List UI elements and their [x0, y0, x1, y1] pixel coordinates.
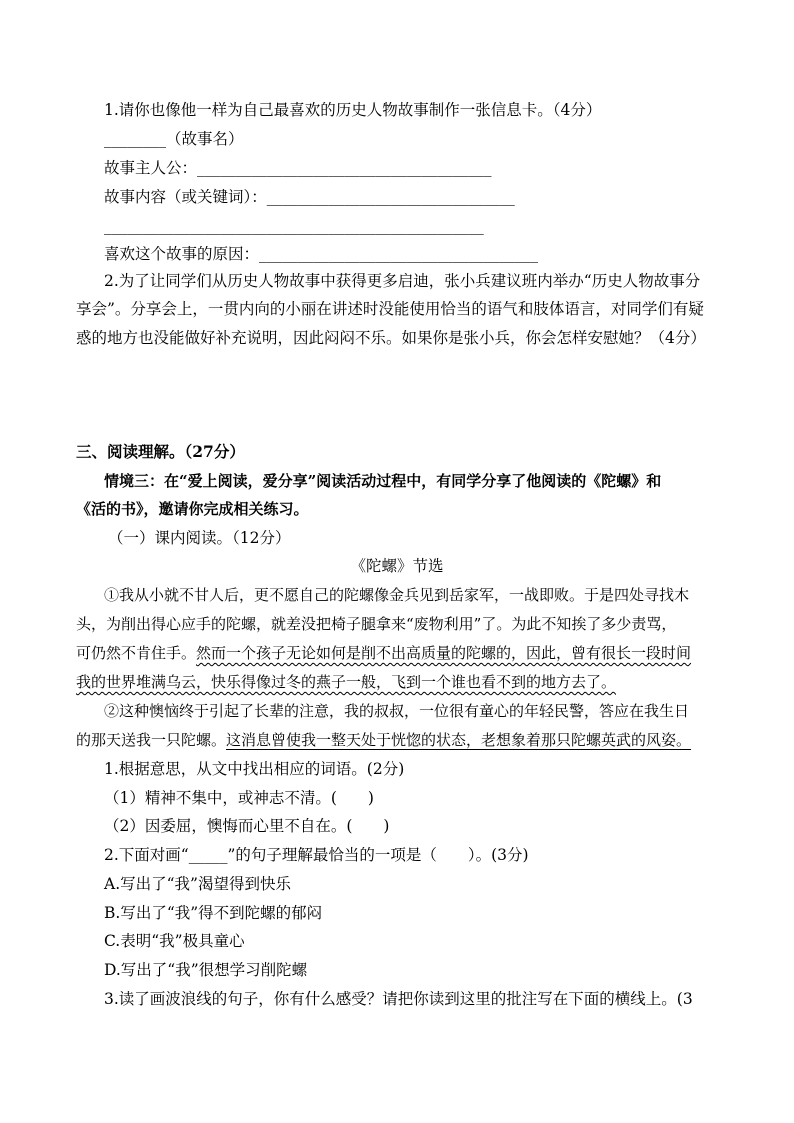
question-2-line-3: 惑的地方也没能做好补充说明，因此闷闷不乐。如果你是张小兵，你会怎样安慰她？（4分） — [76, 329, 706, 347]
p1-line-4: 我的世界堆满乌云，快乐得像过冬的燕子一般，飞到一个谁也看不到的地方去了。 — [76, 673, 617, 691]
question-1: 1.请你也像他一样为自己最喜欢的历史人物故事制作一张信息卡。（4分） — [104, 101, 602, 119]
option-b: B.写出了“我”得不到陀螺的郁闷 — [104, 904, 323, 922]
story-name-row — [104, 128, 244, 150]
protagonist-label: 故事主人公： — [104, 159, 198, 177]
content-blank-2[interactable]: _________________________________________________ — [104, 217, 484, 235]
option-d: D.写出了“我”很想学习削陀螺 — [104, 961, 308, 979]
protagonist-row — [104, 157, 492, 179]
s3-question-1-1: （1）精神不集中，或神志不清。( ) — [104, 789, 374, 807]
reason-row — [104, 243, 538, 265]
scenario-line-2: 《活的书》，邀请你完成相关练习。 — [76, 500, 309, 518]
reason-blank[interactable]: ____________________________________ — [259, 245, 539, 263]
p1-line-3 — [76, 642, 691, 664]
story-name-blank[interactable]: ________ — [104, 130, 166, 148]
s3-question-3: 3.读了画波浪线的句子，你有什么感受？请把你读到这里的批注写在下面的横线上。(3 — [104, 990, 693, 1008]
p1-line-1: ①我从小就不甘人后，更不愿自己的陀螺像金兵见到岳家军，一战即败。于是四处寻找木 — [104, 586, 690, 604]
s3-question-1-2: （2）因委屈，懊悔而心里不自在。( ) — [104, 817, 390, 835]
content-row — [104, 186, 515, 208]
question-2-line-1: 2.为了让同学们从历史人物故事中获得更多启迪，张小兵建议班内举办“历史人物故事分 — [104, 272, 701, 290]
s3-question-2: 2.下面对画“_____”的句子理解最恰当的一项是（ ）。(3分) — [104, 846, 529, 864]
scenario-line-1: 情境三：在“爱上阅读，爱分享”阅读活动过程中，有同学分享了他阅读的《陀螺》和 — [104, 472, 662, 490]
p1-wavy-sentence: 然而一个孩子无论如何是削不出高质量的陀螺的，因此，曾有很长一段时间 — [196, 644, 692, 662]
s3-question-1: 1.根据意思，从文中找出相应的词语。(2分) — [104, 760, 405, 778]
p1-line-3-plain: 可仍然不肯住手。 — [76, 644, 197, 662]
option-c: C.表明“我”极具童心 — [104, 932, 245, 950]
reason-label: 喜欢这个故事的原因： — [104, 245, 260, 263]
content-blank[interactable]: ________________________________ — [266, 188, 515, 206]
story-name-label: （故事名） — [166, 130, 244, 148]
option-a: A.写出了“我”渴望得到快乐 — [104, 875, 291, 893]
question-2-line-2: 享会”。分享会上，一贯内向的小丽在讲述时没能使用恰当的语气和肢体语言，对同学们有疑 — [76, 300, 704, 318]
content-label: 故事内容（或关键词）： — [104, 188, 267, 206]
p2-underlined-sentence: 这消息曾使我一整天处于恍惚的状态，老想象着那只陀螺英武的风姿。 — [226, 731, 692, 749]
p2-line-2-plain: 的那天送我一只陀螺。 — [76, 731, 227, 749]
protagonist-blank[interactable]: ______________________________________ — [197, 159, 492, 177]
passage-title: 《陀螺》节选 — [350, 557, 444, 575]
p1-line-2: 头，为削出得心应手的陀螺，就差没把椅子腿拿来“废物利用”了。为此不知挨了多少责骂， — [76, 615, 677, 633]
sub-heading: （一）课内阅读。（12分） — [108, 529, 291, 547]
p2-line-1: ②这种懊恼终于引起了长辈的注意，我的叔叔，一位很有童心的年轻民警，答应在我生日 — [104, 702, 690, 720]
p2-line-2 — [76, 729, 691, 751]
section-heading: 三、阅读理解。（27分） — [76, 442, 245, 461]
